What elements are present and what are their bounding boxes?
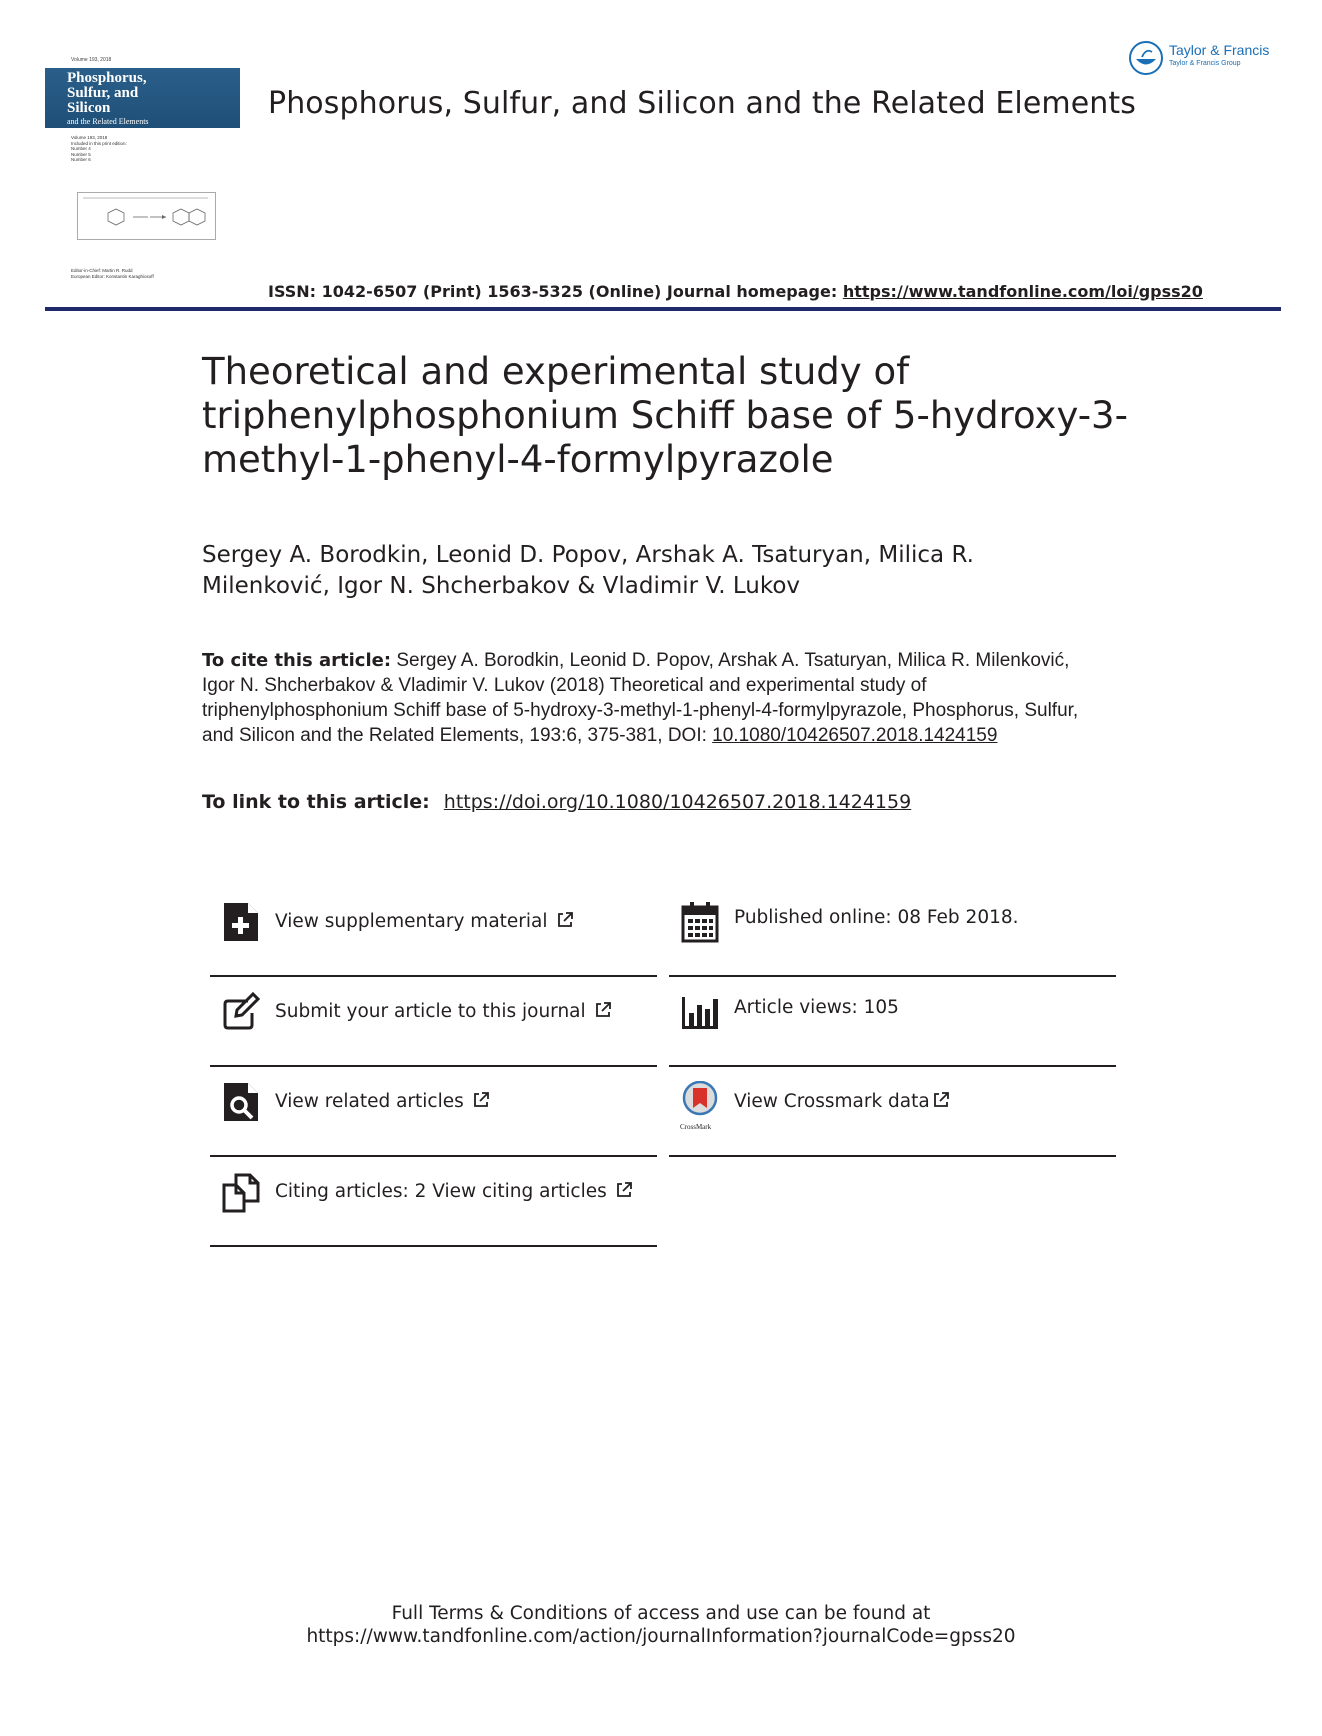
cover-issue-line: Included in this print edition: [71,140,127,146]
issn-line [268,282,1203,301]
cover-issue-line: Number 5 [71,151,91,157]
external-link-icon [615,1181,633,1199]
journal-homepage-link[interactable]: https://www.tandfonline.com/loi/gpss20 [842,282,1203,301]
cover-editor-line: European Editor: Konstantin Karaghiosoff [71,273,154,279]
cover-title-line: Silicon [67,100,111,116]
related-articles-item[interactable] [210,1069,657,1157]
publisher-logo[interactable] [1128,38,1288,78]
supplementary-material-item[interactable] [210,889,657,977]
cover-issue-line: Number 6 [71,157,91,162]
issn-text: ISSN: 1042-6507 (Print) 1563-5325 (Online) Journal homepage: [268,282,838,301]
citation-block [202,648,1082,748]
link-label: To link to this article: [202,791,430,813]
cite-doi-link[interactable]: 10.1080/10426507.2018.1424159 [712,725,998,746]
article-views-item [669,979,1116,1067]
cite-text: Sergey A. Borodkin, Leonid D. Popov, Arshak A. Tsaturyan, Milica R. Milenković, Igor N. Shcherbakov & Vladimir V. Lukov (2018) Theoretical and experimental study of triphenylphosphonium Schiff base of 5-hydroxy-3-methyl-1-phenyl-4-formylpyrazole, Phosphorus, Sulfur, and Silicon and the Related Elements, 193:6, 375-381, DOI: [202,650,1079,746]
external-link-icon [594,1001,612,1019]
journal-cover-image [45,55,240,280]
footer-terms-link[interactable]: https://www.tandfonline.com/action/journalInformation?journalCode=gpss20 [306,1626,1016,1647]
edit-icon [222,991,260,1033]
article-authors: Sergey A. Borodkin, Leonid D. Popov, Arshak A. Tsaturyan, Milica R. Milenković, Igor N. Shcherbakov & Vladimir V. Lukov [202,542,974,599]
citing-articles-label: Citing articles: 2 View citing articles [275,1181,607,1202]
documents-copy-icon [222,1171,260,1213]
cover-title-line: Sulfur, and [67,85,139,101]
footer-terms [0,1602,1322,1648]
published-online-label: Published online: 08 Feb 2018. [734,907,1019,928]
related-articles-label: View related articles [275,1091,464,1112]
external-link-icon [556,911,574,929]
supplementary-label: View supplementary material [275,911,548,932]
publisher-logo-icon [1128,40,1164,76]
crossmark-logo-text: CrossMark [680,1123,712,1131]
document-search-icon [222,1081,260,1123]
cover-title-band [45,68,240,128]
crossmark-label: View Crossmark data [734,1091,930,1112]
publisher-name: Taylor & Francis [1169,42,1270,58]
cover-issue-info [71,135,127,163]
document-plus-icon [222,901,260,943]
bar-chart-icon [681,991,719,1033]
publisher-group: Taylor & Francis Group [1169,60,1241,67]
external-link-icon [932,1091,950,1109]
article-views-label: Article views: 105 [734,997,899,1018]
cover-editor-line: Editor-in-Chief: Martin R. Rudd [71,268,133,273]
published-online-item [669,889,1116,977]
cover-graphical-abstract [77,192,216,240]
crossmark-icon [681,1081,719,1123]
article-title: Theoretical and experimental study of triphenylphosphonium Schiff base of 5-hydroxy-3-methyl-1-phenyl-4-formylpyrazole [202,350,1128,481]
header-rule [45,307,1281,311]
external-link-icon [472,1091,490,1109]
cover-subtitle: and the Related Elements [67,117,149,126]
article-link-line [202,791,911,813]
calendar-icon [681,901,719,943]
crossmark-item[interactable] [669,1069,1116,1157]
cover-issue-line: Number 4 [71,146,91,151]
footer-line: Full Terms & Conditions of access and use can be found at [391,1603,931,1624]
cover-issue-line: Volume 193, 2018 [71,135,108,140]
cover-editors [71,268,154,279]
doi-link[interactable]: https://doi.org/10.1080/10426507.2018.1424159 [443,791,912,813]
submit-article-item[interactable] [210,979,657,1067]
cover-volume: Volume 193, 2018 [71,57,112,63]
cover-title-line: Phosphorus, [67,70,147,86]
journal-title: Phosphorus, Sulfur, and Silicon and the Related Elements [268,86,1136,121]
submit-article-label: Submit your article to this journal [275,1001,586,1022]
cite-label: To cite this article: [202,650,392,671]
citing-articles-item[interactable] [210,1159,657,1247]
